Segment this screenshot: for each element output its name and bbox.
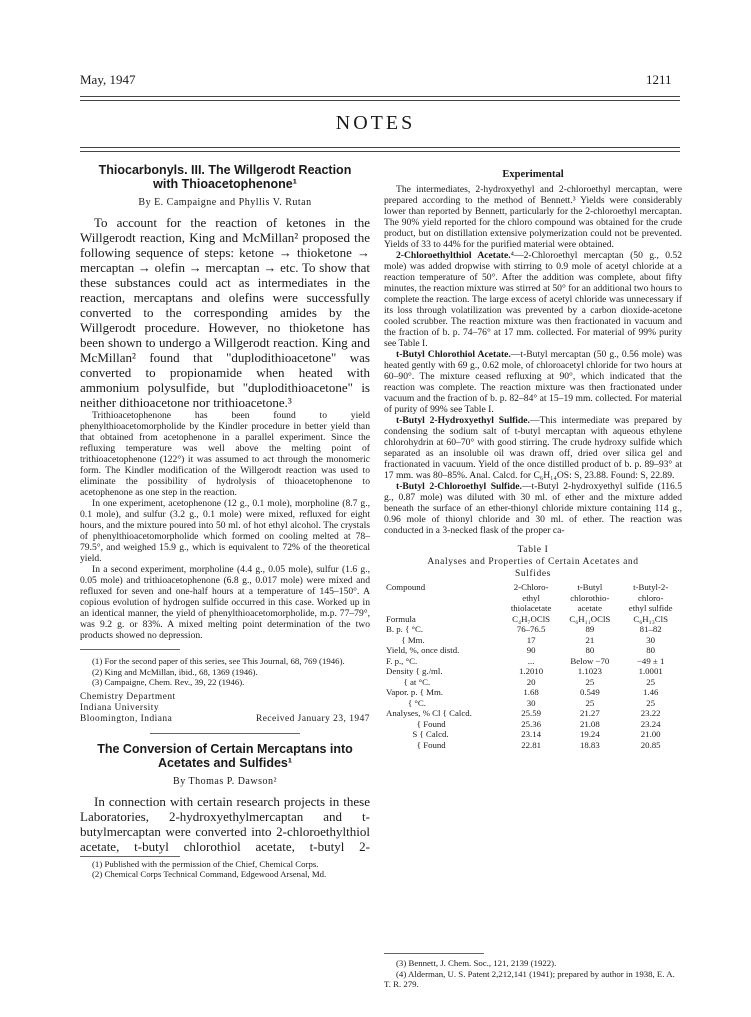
address-line3: Bloomington, Indiana bbox=[80, 713, 173, 724]
table-cell: 1.2010 bbox=[519, 666, 544, 676]
table-cell: { Mm. bbox=[386, 634, 425, 645]
table-cell: Vapor. p. { Mm. bbox=[386, 687, 444, 697]
table-cell: 20 bbox=[526, 676, 536, 687]
address-line1: Chemistry Department bbox=[80, 691, 176, 702]
article1-intro: To account for the reaction of ketones in the Willgerodt reaction, King and McMillan² proposed the following sequence of steps: ketone → thioketone → mercaptan → olefin → mercaptan → etc. To show that these substances could act as intermediates in the reaction, mercaptans and olefins were successfully converted to the corresponding amides by the Willgerodt procedure. However, no thioketone has been shown to undergo a Willgerodt reaction. King and McMillan² found that "duplodithioacetone" was converted to propionamide when heated with ammonium polysulfide, but "duplodithioacetone" is neither dithioacetone nor trithioacetone.³ bbox=[80, 215, 370, 410]
article2-footnote-2: (2) Chemical Corps Technical Command, Edgewood Arsenal, Md. bbox=[92, 869, 327, 879]
exp-para5 bbox=[384, 481, 682, 536]
header-rule-2 bbox=[80, 100, 680, 101]
table-row bbox=[384, 624, 682, 635]
section-rule-2 bbox=[80, 151, 680, 152]
article1-address bbox=[80, 692, 370, 725]
table-cell: S { Calcd. bbox=[386, 729, 449, 739]
table-header-cell: t-Butyl-2- chloro- ethyl sulfide bbox=[628, 582, 673, 613]
table-cell: 21.08 bbox=[579, 718, 600, 729]
table-cell: C₆H₁₃ClS bbox=[633, 613, 668, 624]
table-cell: 25 bbox=[646, 697, 656, 708]
table-body bbox=[384, 582, 682, 750]
table-cell: 76–76.5 bbox=[516, 624, 546, 634]
table-cell: 21 bbox=[585, 634, 595, 645]
table-cell: { Found bbox=[386, 739, 446, 750]
table-row bbox=[384, 708, 682, 719]
properties-table bbox=[384, 582, 682, 750]
table-cell: C₆H₁₁OClS bbox=[569, 613, 611, 624]
table-cell: −49 ± 1 bbox=[636, 655, 665, 666]
table-cell: 1.68 bbox=[523, 687, 539, 697]
left-column bbox=[80, 163, 370, 880]
exp-para3 bbox=[384, 349, 682, 415]
table-cell: 21.27 bbox=[579, 708, 600, 718]
article1-footnote-2: (2) King and McMillan, ibid., 68, 1369 (1946). bbox=[92, 666, 258, 677]
article1-title bbox=[80, 163, 370, 191]
table-cell: Analyses, % Cl { Calcd. bbox=[386, 708, 472, 718]
exp-para3-head: t-Butyl Chlorothiol Acetate. bbox=[396, 349, 511, 360]
footnote-rule-right bbox=[384, 953, 484, 954]
table-cell: 19.24 bbox=[579, 729, 600, 739]
table-cell: 25.36 bbox=[521, 718, 541, 729]
article1-para2: Trithioacetophenone has been found to yield phenylthioacetomorpholide by the Kindler procedure in better yield than that obtained from acetophenone in a parallel experiment. Since the refluxing temperature was well above the melting point of trithioacetophenone (122°) it was assumed to act through the monomeric form. The Kindler modification of the Willgerodt reaction was used to eliminate the possibility of hydrolysis of thioacetophenone to acetophenone as one step in the reaction. bbox=[80, 410, 370, 498]
table-cell: { Found bbox=[386, 718, 446, 729]
article-separator bbox=[150, 733, 300, 734]
table-cell: Density { g./ml. bbox=[386, 666, 443, 676]
table-cell: 20.85 bbox=[640, 739, 661, 750]
table-block bbox=[384, 544, 682, 750]
table-cell: ... bbox=[527, 655, 535, 666]
article1-para3: In one experiment, acetophenone (12 g., 0.1 mole), morpholine (8.7 g., 0.1 mole), and sulfur (3.2 g., 0.1 mole) were mixed, refluxed for eight hours, and the mixture poured into 50 ml. of hot ethyl alcohol. The crystals of phenylthioacetomorpholide which formed on cooling melted at 78–79.5°, and weighed 15.9 g., which is equivalent to 72% of the theoretical yield. bbox=[80, 498, 370, 564]
exp-para4 bbox=[384, 415, 682, 481]
table-cell: 81–82 bbox=[639, 624, 662, 634]
table-cell: 1.46 bbox=[642, 687, 659, 697]
table-row bbox=[384, 698, 682, 709]
footnote-rule-2 bbox=[80, 856, 180, 857]
article1-title-line2: with Thioacetophenone¹ bbox=[153, 177, 297, 191]
table-header-row bbox=[384, 582, 682, 614]
section-rule bbox=[80, 147, 680, 148]
table-cell: 30 bbox=[526, 697, 536, 708]
exp-para3-body: —t-Butyl mercaptan (50 g., 0.56 mole) was heated gently with 69 g., 0.62 mole, of chloroacetyl chloride for two hours at 60–90°. The mixture ceased refluxing at 90°, which indicated that the reaction was complete. The reaction mixture was then fractionated under vacuum and the fraction of b. p. 82–84° at 15–19 mm. collected. For material of purity of 99% see Table I. bbox=[384, 349, 682, 415]
article2-byline: By Thomas P. Dawson² bbox=[173, 775, 277, 787]
exp-para4-head: t-Butyl 2-Hydroxyethyl Sulfide. bbox=[396, 415, 530, 426]
footnote-rule bbox=[80, 649, 180, 650]
table-cell: B. p. { °C. bbox=[386, 624, 424, 634]
table-cell: Below −70 bbox=[570, 655, 610, 666]
table-row bbox=[384, 687, 682, 698]
article2-title bbox=[80, 742, 370, 770]
table-cell: F. p., °C. bbox=[386, 655, 418, 666]
table-row bbox=[384, 666, 682, 677]
table-cell: 90 bbox=[526, 645, 536, 655]
table-label: Table I bbox=[517, 545, 549, 555]
table-cell: 23.24 bbox=[640, 718, 661, 729]
issue-date: May, 1947 bbox=[80, 72, 136, 87]
experimental-heading: Experimental bbox=[502, 169, 564, 180]
article2-title-line1: The Conversion of Certain Mercaptans into bbox=[97, 741, 353, 756]
article1-footnote-1: (1) For the second paper of this series, see This Journal, 68, 769 (1946). bbox=[92, 656, 345, 666]
article2-intro: In connection with certain research projects in these Laboratories, 2-hydroxyethylmercaptan and t-butylmercaptan were converted into 2-chloroethylthiol acetate, t-butyl chlorothiol acetate, t-butyl 2- bbox=[80, 793, 370, 854]
table-cell: 25 bbox=[646, 676, 656, 687]
article1-para4: In a second experiment, morpholine (4.4 g., 0.05 mole), sulfur (1.6 g., 0.05 mole) and trithioacetophenone (6.8 g., 0.017 mole) were mixed and refluxed for seven and one-half hours at a temperature of 145–150°. A copious evolution of hydrogen sulfide occurred in this case. Worked up in an identical manner, the yield of phenylthioacetomorpholide, m.p. 77–79°, was 9.2 g. or 83%. A mixed melting point determination of the two products showed no depression. bbox=[80, 564, 370, 641]
article2-footnote-1: (1) Published with the permission of the Chief, Chemical Corps. bbox=[92, 858, 319, 869]
exp-para2 bbox=[384, 250, 682, 349]
right-footnotes bbox=[384, 953, 682, 990]
table-row bbox=[384, 729, 682, 740]
table-cell: 80 bbox=[646, 645, 656, 655]
table-cell: 25.59 bbox=[521, 708, 541, 718]
section-title: NOTES bbox=[335, 112, 416, 134]
table-row bbox=[384, 677, 682, 688]
table-cell: 80 bbox=[585, 645, 595, 655]
article2-title-line2: Acetates and Sulfides¹ bbox=[157, 755, 293, 770]
table-caption-line1: Analyses and Properties of Certain Acetates and bbox=[427, 557, 639, 567]
table-cell: 30 bbox=[646, 634, 656, 645]
table-header-cell: Compound bbox=[386, 582, 426, 592]
table-row bbox=[384, 645, 682, 656]
table-cell: 23.22 bbox=[640, 708, 661, 718]
address-line2: Indiana University bbox=[80, 702, 160, 713]
table-cell: 89 bbox=[585, 624, 595, 634]
table-cell: 1.1023 bbox=[577, 666, 602, 676]
exp-para2-body: ⁴—2-Chloroethyl mercaptan (50 g., 0.52 mole) was added dropwise with stirring to 0.9 mole of acetyl chloride at a reaction temperature of 50°. After the addition was complete, about fifty minutes, the reaction mixture was stirred at 50° for an additional two hours to complete the reaction. The large excess of acetyl chloride was unnecessary if its loss through volatilization was prevented by a carbon dioxide-acetone cooled scrubber. The reaction mixture was then fractionated in vacuum and the fraction of b. p. 74–76° at 17 mm. collected. For material of 99% purity see Table I. bbox=[384, 250, 682, 349]
table-cell: 0.549 bbox=[579, 687, 600, 697]
exp-para5-body: —t-Butyl 2-hydroxyethyl sulfide (116.5 g., 0.87 mole) was diluted with 30 ml. of ether and the mixture added beneath the surface of an ether-thionyl chloride mixture containing 114 g., 0.96 mole of thionyl chloride and 30 ml. of ether. The reaction was conducted in a 3-necked flask of the proper ca- bbox=[384, 481, 682, 536]
table-cell: { °C. bbox=[386, 697, 426, 708]
table-row bbox=[384, 614, 682, 625]
table-cell: 25 bbox=[585, 697, 595, 708]
table-cell: C₄H₇OClS bbox=[512, 613, 551, 624]
article1-byline: By E. Campaigne and Phyllis V. Rutan bbox=[138, 197, 312, 208]
table-cell: 25 bbox=[585, 676, 595, 687]
right-column bbox=[384, 163, 682, 750]
table-row bbox=[384, 656, 682, 667]
table-header-cell: t-Butyl chlorothio- acetate bbox=[570, 582, 610, 613]
table-header-cell: 2-Chloro- ethyl thiolacetate bbox=[510, 582, 552, 613]
table-cell: { at °C. bbox=[386, 676, 431, 687]
exp-para4-body: —This intermediate was prepared by condensing the sodium salt of t-butyl mercaptan with aqueous ethylene chlorohydrin at 60–70° with good stirring. The crude hydroxy sulfide which separated as an insoluble oil was drawn off, dried over silica gel and fractionated in vacuum. Yield of the once distilled product of b. p. 89–93° at 17 mm. was 80–85%. Anal. Calcd. for C₆H₁₄OS: S, 23.88. Found: S, 22.89. bbox=[384, 415, 682, 481]
table-cell: 1.0001 bbox=[638, 666, 663, 676]
exp-para2-head: 2-Chloroethylthiol Acetate. bbox=[396, 250, 511, 261]
table-cell: 22.81 bbox=[521, 739, 541, 750]
table-row bbox=[384, 740, 682, 751]
table-cell: 18.83 bbox=[579, 739, 600, 750]
article1-footnote-3: (3) Campaigne, Chem. Rev., 39, 22 (1946). bbox=[92, 677, 245, 687]
received-date: Received January 23, 1947 bbox=[255, 713, 370, 724]
right-footnote-4: (4) Alderman, U. S. Patent 2,212,141 (1941); prepared by author in 1938, E. A. T. R. 279. bbox=[384, 968, 675, 989]
exp-para1: The intermediates, 2-hydroxyethyl and 2-chloroethyl mercaptan, were prepared according to the method of Bennett.³ Yields were considerably lower than reported by Bennett, particularly for the 2-chloroethyl mercaptan. The 90% yield reported for the chloro compound was obtained for the crude product, but on distillation extensive polymerization could not be prevented. Yields of 33 to 44% for the purified material were obtained. bbox=[384, 184, 682, 250]
table-cell: Formula bbox=[386, 613, 416, 624]
table-cell: Yield, %, once distd. bbox=[386, 645, 460, 655]
table-cell: 23.14 bbox=[521, 729, 541, 739]
table-row bbox=[384, 635, 682, 646]
page-number: 1211 bbox=[646, 72, 672, 87]
table-cell: 21.00 bbox=[640, 729, 661, 739]
table-row bbox=[384, 719, 682, 730]
right-footnote-3: (3) Bennett, J. Chem. Soc., 121, 2139 (1922). bbox=[396, 958, 557, 968]
table-caption-line2: Sulfides bbox=[515, 569, 551, 579]
article1-title-line1: Thiocarbonyls. III. The Willgerodt Reaction bbox=[98, 163, 352, 177]
header-rule bbox=[80, 96, 680, 97]
table-cell: 17 bbox=[526, 634, 536, 645]
exp-para5-head: t-Butyl 2-Chloroethyl Sulfide. bbox=[396, 481, 522, 492]
